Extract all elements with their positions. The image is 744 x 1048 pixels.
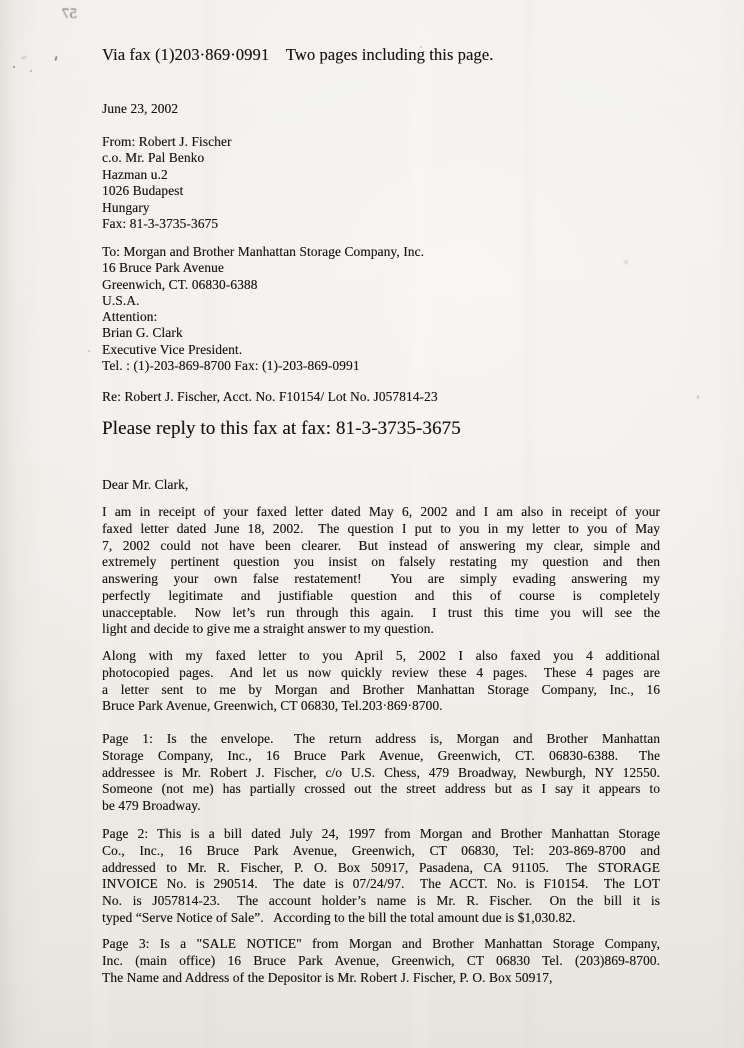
paragraph-line: Page 2: This is a bill dated July 24, 1997 from Morgan and Brother Manhattan Storage [102, 826, 660, 841]
paragraph-line: answering your own false restatement! You are simply evading answering my [102, 571, 660, 586]
date-line: June 23, 2002 [102, 101, 179, 116]
address-line: Brian G. Clark [102, 325, 183, 341]
paragraph-line: typed “Serve Notice of Sale”. According to the bill the total amount due is $1,030.82. [102, 909, 576, 925]
paragraph-line: Storage Company, Inc., 16 Bruce Park Avenue, Greenwich, CT. 06830-6388. The [102, 747, 660, 763]
body-paragraph-4 [102, 826, 660, 927]
re-line: Re: Robert J. Fischer, Acct. No. F10154/ Lot No. J057814-23 [102, 389, 438, 404]
ink-speck [696, 395, 699, 399]
body-paragraph-1 [102, 504, 660, 638]
paragraph-line: faxed letter dated June 18, 2002. The question I put to you in my letter to you of May [102, 520, 660, 536]
paragraph-line: 7, 2002 could not have been clearer. But instead of answering my clear, simple and [102, 537, 660, 553]
paragraph-line: Page 1: Is the envelope. The return address is, Morgan and Brother Manhattan [102, 731, 660, 746]
paragraph-line: be 479 Broadway. [102, 798, 201, 813]
body-paragraph-2 [102, 648, 660, 715]
paragraph-line: addressed to Mr. R. Fischer, P. O. Box 50917, Pasadena, CA 91105. The STORAGE [102, 859, 660, 875]
paragraph-line: Inc. (main office) 16 Bruce Park Avenue, Greenwich, CT 06830 Tel. (203)869-8700. [102, 952, 660, 968]
address-line: To: Morgan and Brother Manhattan Storage Company, Inc. [102, 244, 425, 259]
paragraph-line: addressee is Mr. Robert J. Fischer, c/o U.S. Chess, 479 Broadway, Newburgh, NY 12550. [102, 764, 660, 780]
address-line: 1026 Budapest [102, 183, 184, 199]
address-line: Greenwich, CT. 06830-6388 [102, 276, 258, 292]
from-address-block [102, 134, 660, 233]
reply-instruction-line: Please reply to this fax at fax: 81-3-3735-3675 [102, 418, 461, 439]
body-paragraph-3 [102, 731, 660, 815]
address-line: Hazman u.2 [102, 166, 168, 182]
paragraph-line: No. is J057814-23. The account holder’s name is Mr. R. Fischer. On the bill it is [102, 893, 660, 908]
ink-speck [21, 55, 28, 60]
paragraph-line: Someone (not me) has partially crossed out the street address but as I say it appears to [102, 781, 660, 797]
address-line: U.S.A. [102, 292, 140, 308]
fax-header-line: Via fax (1)203·869·0991 Two pages including this page. [102, 45, 494, 64]
paragraph-line: The Name and Address of the Depositor is Mr. Robert J. Fischer, P. O. Box 50917, [102, 969, 553, 985]
paragraph-line: Page 3: Is a "SALE NOTICE" from Morgan and Brother Manhattan Storage Company, [102, 936, 660, 951]
ink-speck [30, 70, 32, 72]
paragraph-line: photocopied pages. And let us now quickly review these 4 pages. These 4 pages are [102, 664, 660, 680]
to-address-block [102, 244, 660, 374]
address-line: Tel. : (1)-203-869-8700 Fax: (1)-203-869-0991 [102, 358, 360, 374]
paragraph-line: a letter sent to me by Morgan and Brother Manhattan Storage Company, Inc., 16 [102, 681, 660, 697]
paragraph-line: extremely pertinent question you insist on falsely restating my question and then [102, 554, 660, 570]
bleedthrough-digits: 57 [62, 6, 78, 22]
paragraph-line: Bruce Park Avenue, Greenwich, CT 06830, Tel.203·869·8700. [102, 698, 443, 714]
address-line: Attention: [102, 309, 158, 325]
paragraph-line: I am in receipt of your faxed letter dated May 6, 2002 and I am also in receipt of your [102, 504, 660, 519]
address-line: c.o. Mr. Pal Benko [102, 150, 205, 166]
paragraph-line: Co., Inc., 16 Bruce Park Avenue, Greenwich, CT 06830, Tel: 203-869-8700 and [102, 842, 660, 858]
body-paragraph-5 [102, 936, 660, 986]
ink-speck [88, 350, 90, 352]
address-line: Executive Vice President. [102, 341, 243, 357]
address-line: From: Robert J. Fischer [102, 134, 232, 149]
ink-speck [54, 56, 57, 61]
paragraph-line: unacceptable. Now let’s run through this again. I trust this time you will see the [102, 604, 660, 620]
paragraph-line: perfectly legitimate and justifiable question and this of course is completely [102, 587, 660, 603]
salutation: Dear Mr. Clark, [102, 477, 189, 492]
paragraph-line: INVOICE No. is 290514. The date is 07/24/97. The ACCT. No. is F10154. The LOT [102, 876, 660, 892]
address-line: 16 Bruce Park Avenue [102, 260, 224, 276]
address-line: Fax: 81-3-3735-3675 [102, 216, 219, 232]
paragraph-line: Along with my faxed letter to you April 5, 2002 I also faxed you 4 additional [102, 648, 660, 663]
ink-speck [13, 66, 15, 68]
address-line: Hungary [102, 199, 150, 215]
paragraph-line: light and decide to give me a straight answer to my question. [102, 621, 434, 637]
